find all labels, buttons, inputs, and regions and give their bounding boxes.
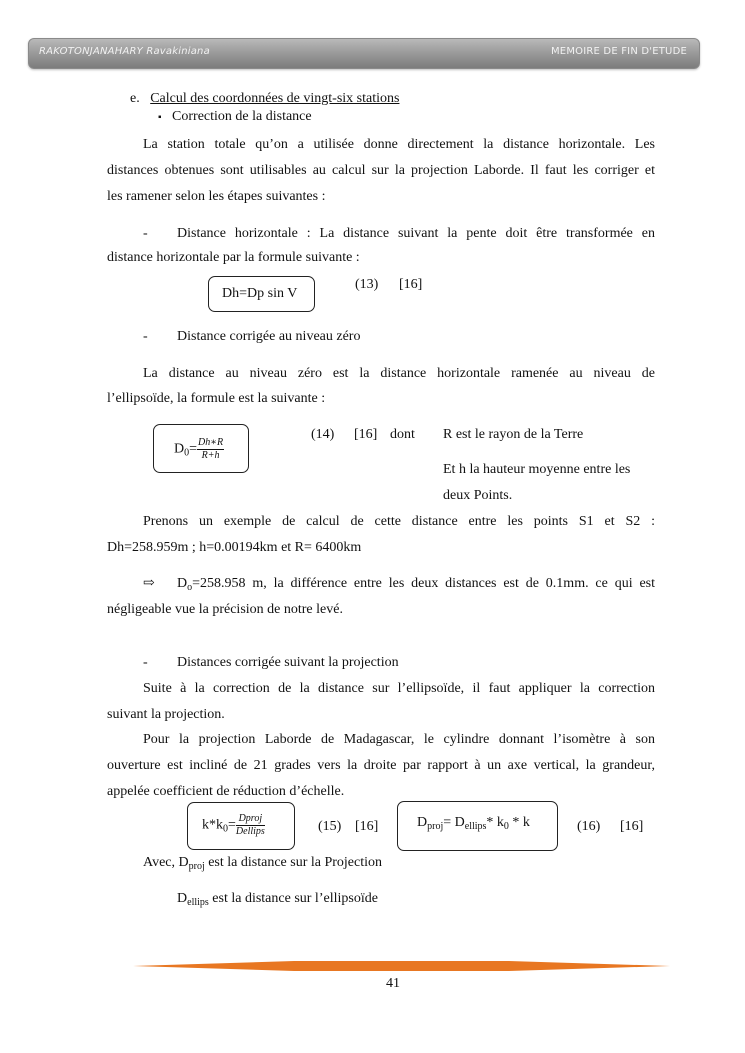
- formula-16-ref: [16]: [620, 819, 644, 834]
- formula-15-fraction: [236, 813, 265, 838]
- formula-16-tail2: * k: [508, 815, 530, 830]
- formula-14-number: (14): [311, 427, 335, 442]
- formula-14-note-3: deux Points.: [443, 488, 513, 503]
- formula-16-d2-sub: ellips: [464, 821, 487, 832]
- formula-16-mid: = D: [443, 815, 465, 830]
- formula-15-equals: =: [228, 817, 236, 833]
- proj-para2-line-2: ouverture est incliné de 21 grades vers la droite par rapport à un axe vertical, la grandeur,: [107, 758, 655, 773]
- formula-13-text: Dh=Dp sin V: [222, 286, 298, 301]
- footer-divider: [133, 961, 670, 971]
- step1-line-2: distance horizontale par la formule suivante :: [107, 250, 360, 265]
- formula-14-denominator: R+h: [201, 450, 220, 461]
- formula-13-box: [208, 276, 315, 312]
- formula-14-note-1: R est le rayon de la Terre: [443, 427, 584, 442]
- avec-prefix: Avec, D: [143, 855, 189, 870]
- formula-14-note-2: Et h la hauteur moyenne entre les: [443, 462, 631, 477]
- intro-line-1: La station totale qu’on a utilisée donne directement la distance horizontale. Les: [143, 137, 655, 152]
- result-line-1: [177, 575, 655, 597]
- formula-14-ref: [16]: [354, 427, 378, 442]
- header-author: RAKOTONJANAHARY Ravakiniana: [39, 46, 210, 57]
- formula-13-number: (13): [355, 277, 379, 292]
- formula-14-dont: dont: [390, 427, 415, 442]
- dellips-suffix: est la distance sur l’ellipsoïde: [208, 891, 378, 906]
- step2-text: Distance corrigée au niveau zéro: [177, 329, 361, 344]
- zero-para-line-1: La distance au niveau zéro est la distance horizontale ramenée au niveau de: [143, 366, 655, 381]
- formula-15-lhs: k*k: [202, 817, 223, 833]
- dellips-d: D: [177, 891, 188, 906]
- header-title: MEMOIRE DE FIN D'ETUDE: [550, 46, 687, 57]
- formula-16-box: [397, 801, 558, 851]
- result-text: =258.958 m, la différence entre les deux distances est de 0.1mm. ce qui est: [192, 576, 655, 591]
- dellips-line: [177, 890, 378, 912]
- step2-dash: -: [143, 329, 148, 344]
- result-d: D: [177, 576, 188, 591]
- formula-15-lhs-sub: 0: [223, 823, 228, 835]
- dellips-sub: ellips: [187, 897, 209, 908]
- zero-para-line-2: l’ellipsoïde, la formule est la suivante :: [107, 391, 326, 406]
- formula-14-expression: [174, 437, 224, 466]
- section-marker: e.: [130, 91, 140, 106]
- formula-14-lhs: D: [174, 441, 185, 457]
- section-heading: [130, 90, 399, 108]
- formula-16-tail: * k: [486, 815, 504, 830]
- formula-15-denominator: Dellips: [235, 826, 265, 837]
- result-d-sub: o: [187, 582, 193, 593]
- formula-14-fraction: [197, 437, 224, 462]
- formula-14-equals: =: [189, 441, 198, 457]
- formula-14-box: [153, 424, 249, 473]
- formula-16-d1: D: [417, 815, 428, 830]
- formula-13-ref: [16]: [399, 277, 423, 292]
- formula-16-expression: [417, 814, 530, 836]
- subsection-title: Correction de la distance: [172, 109, 312, 124]
- intro-line-3: les ramener selon les étapes suivantes :: [107, 189, 326, 204]
- formula-15-number: (15): [318, 819, 342, 834]
- arrow-icon: ⇨: [143, 576, 155, 591]
- formula-15-ref: [16]: [355, 819, 379, 834]
- example-line-2: Dh=258.959m ; h=0.00194km et R= 6400km: [107, 540, 362, 555]
- formula-15-numerator: Dproj: [236, 813, 265, 826]
- subsection-heading: [158, 108, 312, 127]
- formula-15-box: [187, 802, 295, 850]
- avec-suffix: est la distance sur la Projection: [204, 855, 383, 870]
- bullet-icon: ▪: [158, 112, 162, 123]
- section-title: Calcul des coordonnées de vingt-six stations: [150, 91, 400, 106]
- formula-15-expression: [202, 813, 265, 842]
- proj-para2-line-3: appelée coefficient de réduction d’échelle.: [107, 784, 345, 799]
- step3-text: Distances corrigée suivant la projection: [177, 655, 399, 670]
- proj-para1-line-2: suivant la projection.: [107, 707, 225, 722]
- formula-16-number: (16): [577, 819, 601, 834]
- proj-para1-line-1: Suite à la correction de la distance sur l’ellipsoïde, il faut appliquer la correction: [143, 681, 655, 696]
- avec-sub: proj: [188, 861, 205, 872]
- formula-16-d1-sub: proj: [427, 821, 444, 832]
- formula-16-k0-sub: 0: [503, 821, 509, 832]
- step1-dash: -: [143, 226, 148, 241]
- page-number: 41: [386, 976, 400, 991]
- result-line-2: négligeable vue la précision de notre levé.: [107, 602, 343, 617]
- avec-line: [143, 854, 382, 876]
- step3-dash: -: [143, 655, 148, 670]
- intro-line-2: distances obtenues sont utilisables au calcul sur la projection Laborde. Il faut les corriger et: [107, 163, 655, 178]
- example-line-1: Prenons un exemple de calcul de cette distance entre les points S1 et S2 :: [143, 514, 655, 529]
- step1-line-1: Distance horizontale : La distance suivant la pente doit être transformée en: [177, 226, 655, 241]
- proj-para2-line-1: Pour la projection Laborde de Madagascar, le cylindre donnant l’isomètre à son: [143, 732, 655, 747]
- formula-14-numerator: Dh∗R: [198, 437, 224, 448]
- formula-14-lhs-sub: 0: [184, 447, 190, 459]
- page-header: [28, 38, 700, 69]
